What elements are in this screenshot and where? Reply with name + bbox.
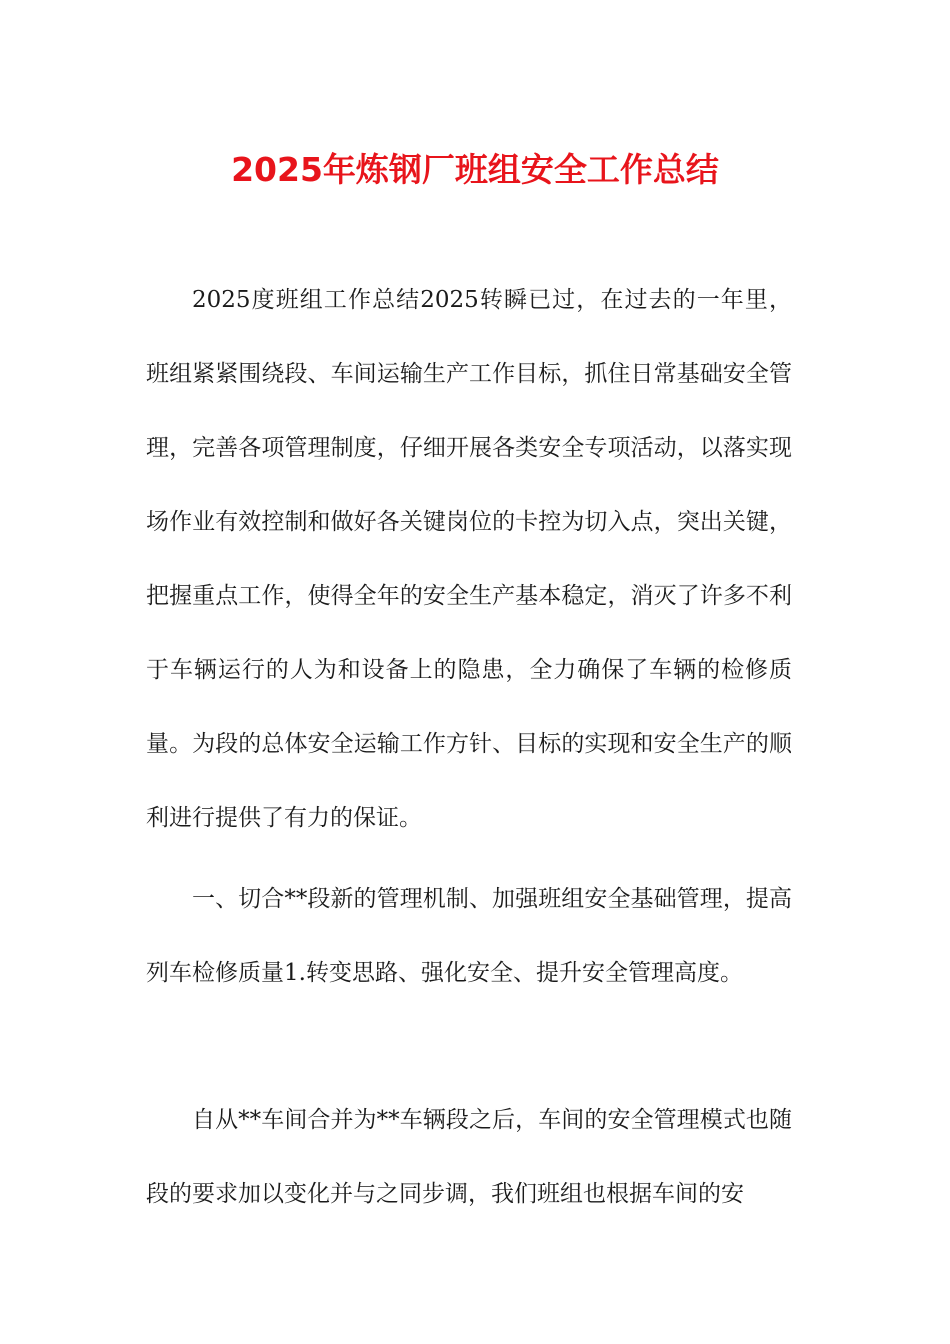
paragraph-section-one: 一、切合**段新的管理机制、加强班组安全基础管理，提高列车检修质量1.转变思路、强化安全、提升安全管理高度。 xyxy=(146,886,792,986)
paragraph-management-change: 自从**车间合并为**车辆段之后，车间的安全管理模式也随段的要求加以变化并与之同步调，我们班组也根据车间的安 xyxy=(146,1107,792,1207)
paragraph-summary: 2025度班组工作总结2025转瞬已过，在过去的一年里，班组紧紧围绕段、车间运输生产工作目标，抓住日常基础安全管理，完善各项管理制度，仔细开展各类安全专项活动，以落实现场作业有效控制和做好各关键岗位的卡控为切入点，突出关键，把握重点工作，使得全年的安全生产基本稳定，消灭了许多不利于车辆运行的人为和设备上的隐患，全力确保了车辆的检修质量。为段的总体安全运输工作方针、目标的实现和安全生产的顺利进行提供了有力的保证。 xyxy=(146,287,792,831)
document-title: 2025年炼钢厂班组安全工作总结 xyxy=(231,150,719,189)
